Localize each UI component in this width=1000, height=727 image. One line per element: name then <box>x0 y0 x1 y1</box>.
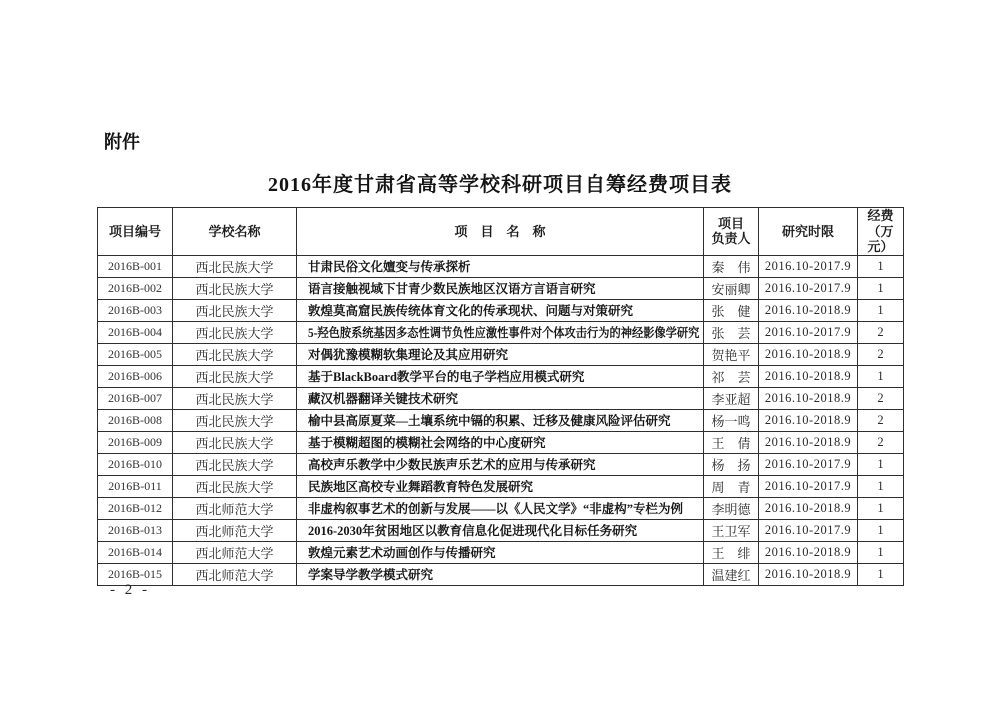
table-row <box>98 563 904 585</box>
header-period: 研究时限 <box>759 208 858 256</box>
cell-project-title: 对偶犹豫模糊软集理论及其应用研究 <box>297 343 704 365</box>
cell-school: 西北师范大学 <box>173 563 297 585</box>
cell-period: 2016.10-2017.9 <box>759 453 858 475</box>
cell-project-title: 榆中县高原夏菜—土壤系统中镉的积累、迁移及健康风险评估研究 <box>297 409 704 431</box>
table-row <box>98 387 904 409</box>
cell-leader: 王卫军 <box>704 519 759 541</box>
header-project-no: 项目编号 <box>98 208 173 256</box>
cell-funding: 1 <box>858 563 904 585</box>
cell-school: 西北民族大学 <box>173 299 297 321</box>
cell-project-title: 敦煌元素艺术动画创作与传播研究 <box>297 541 704 563</box>
cell-school: 西北师范大学 <box>173 497 297 519</box>
header-leader <box>704 208 759 256</box>
table-row <box>98 321 904 343</box>
cell-leader: 温建红 <box>704 563 759 585</box>
cell-leader: 秦 伟 <box>704 255 759 277</box>
cell-school: 西北民族大学 <box>173 387 297 409</box>
cell-period: 2016.10-2017.9 <box>759 321 858 343</box>
cell-project-title: 藏汉机器翻译关键技术研究 <box>297 387 704 409</box>
cell-period: 2016.10-2018.9 <box>759 541 858 563</box>
cell-project-no: 2016B-014 <box>98 541 173 563</box>
cell-leader: 贺艳平 <box>704 343 759 365</box>
cell-funding: 2 <box>858 343 904 365</box>
cell-funding: 2 <box>858 387 904 409</box>
document-title: 2016年度甘肃省高等学校科研项目自筹经费项目表 <box>268 174 732 196</box>
cell-funding: 2 <box>858 431 904 453</box>
cell-leader: 李亚超 <box>704 387 759 409</box>
cell-period: 2016.10-2018.9 <box>759 409 858 431</box>
header-funding-line2: （万元） <box>867 223 894 255</box>
table-row <box>98 453 904 475</box>
cell-project-title: 敦煌莫高窟民族传统体育文化的传承现状、问题与对策研究 <box>297 299 704 321</box>
cell-funding: 2 <box>858 409 904 431</box>
cell-period: 2016.10-2018.9 <box>759 563 858 585</box>
cell-leader: 张 健 <box>704 299 759 321</box>
cell-project-no: 2016B-006 <box>98 365 173 387</box>
cell-funding: 1 <box>858 497 904 519</box>
cell-school: 西北民族大学 <box>173 365 297 387</box>
cell-project-no: 2016B-011 <box>98 475 173 497</box>
cell-leader: 周 青 <box>704 475 759 497</box>
header-leader-line2: 负责人 <box>711 231 751 247</box>
cell-project-no: 2016B-002 <box>98 277 173 299</box>
table-row <box>98 431 904 453</box>
cell-leader: 王 绯 <box>704 541 759 563</box>
cell-funding: 1 <box>858 299 904 321</box>
cell-school: 西北民族大学 <box>173 277 297 299</box>
table-row <box>98 343 904 365</box>
cell-project-title: 非虚构叙事艺术的创新与发展——以《人民文学》“非虚构”专栏为例 <box>297 497 704 519</box>
table-row <box>98 541 904 563</box>
cell-period: 2016.10-2017.9 <box>759 277 858 299</box>
table-row <box>98 365 904 387</box>
table-row <box>98 519 904 541</box>
cell-project-title: 甘肃民俗文化嬗变与传承探析 <box>297 255 704 277</box>
cell-leader: 安丽卿 <box>704 277 759 299</box>
header-funding <box>858 208 904 256</box>
cell-project-no: 2016B-008 <box>98 409 173 431</box>
header-leader-line1: 项目 <box>717 215 744 231</box>
cell-period: 2016.10-2017.9 <box>759 255 858 277</box>
cell-project-title: 语言接触视域下甘青少数民族地区汉语方言语言研究 <box>297 277 704 299</box>
cell-leader: 杨一鸣 <box>704 409 759 431</box>
table-row <box>98 409 904 431</box>
cell-period: 2016.10-2018.9 <box>759 299 858 321</box>
table-row <box>98 299 904 321</box>
cell-project-no: 2016B-007 <box>98 387 173 409</box>
cell-project-no: 2016B-005 <box>98 343 173 365</box>
cell-project-no: 2016B-010 <box>98 453 173 475</box>
header-school: 学校名称 <box>173 208 297 256</box>
table-row <box>98 475 904 497</box>
table-row <box>98 497 904 519</box>
cell-project-no: 2016B-013 <box>98 519 173 541</box>
cell-project-no: 2016B-012 <box>98 497 173 519</box>
cell-school: 西北民族大学 <box>173 453 297 475</box>
cell-period: 2016.10-2018.9 <box>759 343 858 365</box>
cell-project-title: 基于模糊超图的模糊社会网络的中心度研究 <box>297 431 704 453</box>
cell-project-no: 2016B-009 <box>98 431 173 453</box>
cell-project-title: 基于BlackBoard教学平台的电子学档应用模式研究 <box>297 365 704 387</box>
cell-period: 2016.10-2018.9 <box>759 497 858 519</box>
page-number: - 2 - <box>110 582 150 598</box>
cell-project-title: 5-羟色胺系统基因多态性调节负性应激性事件对个体攻击行为的神经影像学研究 <box>297 321 704 343</box>
cell-funding: 1 <box>858 255 904 277</box>
cell-school: 西北民族大学 <box>173 431 297 453</box>
table-header-row <box>98 208 904 256</box>
table-body <box>98 255 904 585</box>
table-row <box>98 255 904 277</box>
cell-school: 西北民族大学 <box>173 475 297 497</box>
cell-project-no: 2016B-004 <box>98 321 173 343</box>
cell-project-no: 2016B-015 <box>98 563 173 585</box>
cell-school: 西北师范大学 <box>173 541 297 563</box>
cell-period: 2016.10-2018.9 <box>759 387 858 409</box>
cell-project-title: 2016-2030年贫困地区以教育信息化促进现代化目标任务研究 <box>297 519 704 541</box>
table-row <box>98 277 904 299</box>
cell-leader: 李明德 <box>704 497 759 519</box>
cell-funding: 1 <box>858 277 904 299</box>
cell-period: 2016.10-2018.9 <box>759 365 858 387</box>
cell-funding: 1 <box>858 519 904 541</box>
cell-funding: 1 <box>858 453 904 475</box>
cell-period: 2016.10-2017.9 <box>759 475 858 497</box>
cell-leader: 张 芸 <box>704 321 759 343</box>
cell-leader: 祁 芸 <box>704 365 759 387</box>
projects-table <box>97 207 904 586</box>
cell-project-no: 2016B-001 <box>98 255 173 277</box>
cell-leader: 杨 扬 <box>704 453 759 475</box>
cell-school: 西北民族大学 <box>173 321 297 343</box>
cell-funding: 1 <box>858 475 904 497</box>
cell-period: 2016.10-2017.9 <box>759 519 858 541</box>
cell-funding: 1 <box>858 365 904 387</box>
cell-leader: 王 倩 <box>704 431 759 453</box>
cell-project-title: 高校声乐教学中少数民族声乐艺术的应用与传承研究 <box>297 453 704 475</box>
cell-funding: 1 <box>858 541 904 563</box>
cell-period: 2016.10-2018.9 <box>759 431 858 453</box>
attachment-label: 附件 <box>104 132 140 152</box>
cell-project-title: 民族地区高校专业舞蹈教育特色发展研究 <box>297 475 704 497</box>
cell-school: 西北民族大学 <box>173 409 297 431</box>
cell-project-title: 学案导学教学模式研究 <box>297 563 704 585</box>
cell-school: 西北师范大学 <box>173 519 297 541</box>
header-project-name: 项 目 名 称 <box>297 208 704 256</box>
cell-school: 西北民族大学 <box>173 255 297 277</box>
cell-project-no: 2016B-003 <box>98 299 173 321</box>
header-funding-line1: 经费 <box>867 208 894 223</box>
cell-school: 西北民族大学 <box>173 343 297 365</box>
cell-funding: 2 <box>858 321 904 343</box>
